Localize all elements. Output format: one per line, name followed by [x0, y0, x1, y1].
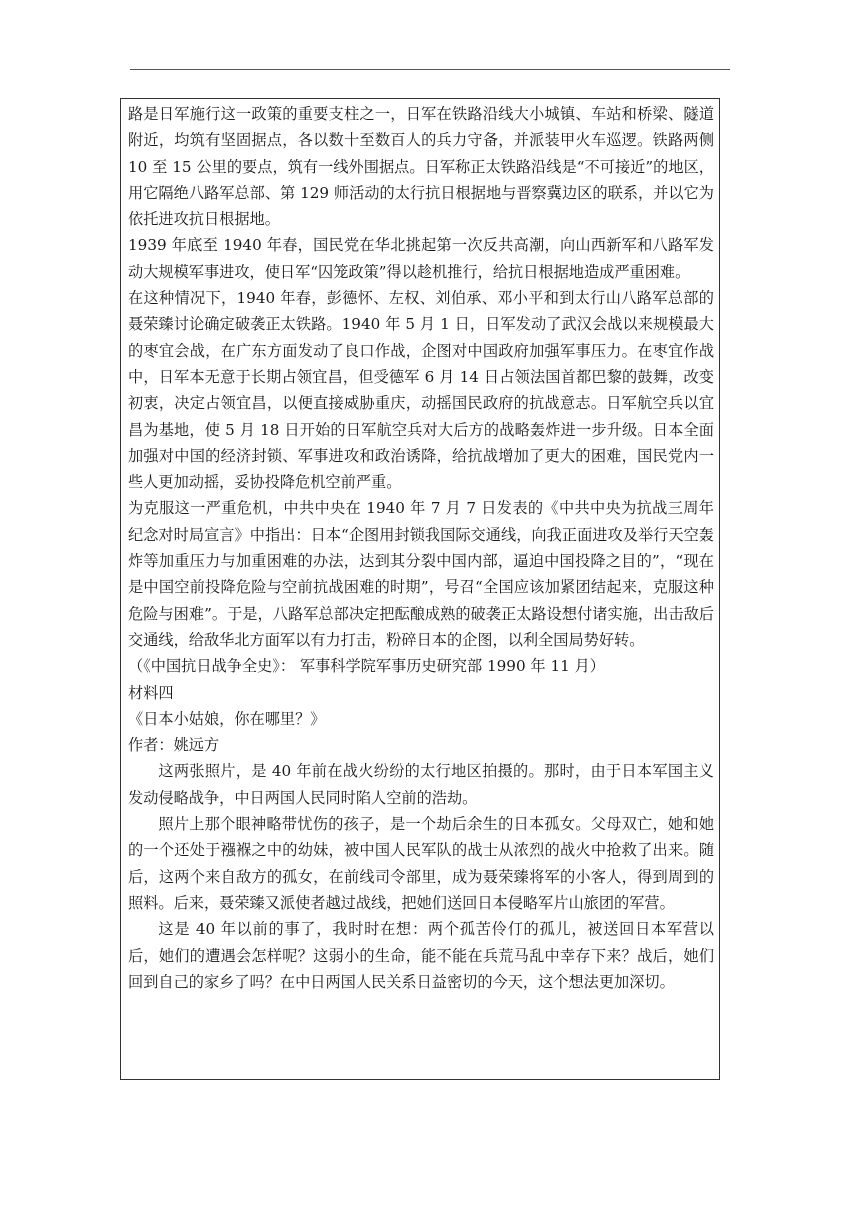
- paragraph-railway-strongholds: 路是日军施行这一政策的重要支柱之一，日军在铁路沿线大小城镇、车站和桥梁、隧道附近，均筑有坚固据点，各以数十至数百人的兵力守备，并派装甲火车巡逻。铁路两侧 10 至 15 公里的要点，筑有一线外围据点。日军称正太铁路沿线是“不可接近”的地区，用它隔绝八路军总部、第 129 师活动的太行抗日根据地与晋察冀边区的联系，并以它为依托进攻抗日根据地。: [128, 105, 714, 229]
- material-four-heading: 材料四: [128, 683, 174, 702]
- paragraph-ccp-declaration: 为克服这一严重危机，中共中央在 1940 年 7 月 7 日发表的《中共中央为抗战三周年纪念对时局宣言》中指出：日本“企图用封锁我国际交通线，向我正面进攻及举行天空轰炸等加重压力与加重困难的办法，达到其分裂中国内部，逼迫中国投降之目的”，“现在是中国空前投降危险与空前抗战困难的时期”，号召“全国应该加紧团结起来，克服这种危险与困难”。于是，八路军总部决定把酝酿成熟的破袭正太路设想付诸实施，出击敌后交通线，给敌华北方面军以有力打击，粉碎日本的企图，以利全国局势好转。: [128, 499, 714, 649]
- source-citation: （《中国抗日战争全史》： 军事科学院军事历史研究部 1990 年 11 月）: [128, 657, 605, 676]
- paragraph-zaoyi-campaign: 在这种情况下，1940 年春，彭德怀、左权、刘伯承、邓小平和到太行山八路军总部的聂荣臻讨论确定破袭正太铁路。1940 年 5 月 1 日，日军发动了武汉会战以来规模最大的枣宜会战，在广东方面发动了良口作战，企图对中国政府加强军事压力。在枣宜作战中，日军本无意于长期占领宜昌，但受德军 6 月 14 日占领法国首都巴黎的鼓舞，改变初衷，决定占领宜昌，以便直接威胁重庆，动摇国民政府的抗战意志。日军航空兵以宜昌为基地，使 5 月 18 日开始的日军航空兵对大后方的战略轰炸进一步升级。日本全面加强对中国的经济封锁、军事进攻和政治诱降，给抗战增加了更大的困难，国民党内一些人更加动摇，妥协投降危机空前严重。: [128, 289, 714, 492]
- article-title: 《日本小姑娘，你在哪里？》: [128, 709, 326, 728]
- paragraph-two-photos: 这两张照片，是 40 年前在战火纷纷的太行地区拍摄的。那时，由于日本军国主义发动侵略战争，中日两国人民同时陷人空前的浩劫。: [128, 762, 714, 807]
- header-rule: [130, 69, 730, 70]
- content-table-cell: [120, 98, 720, 1080]
- article-author: 作者：姚远方: [128, 736, 220, 755]
- paragraph-japanese-orphan: 照片上那个眼神略带忧伤的孩子，是一个劫后余生的日本孤女。父母双亡，她和她的一个还处于襁褓之中的幼妹，被中国人民军队的战士从浓烈的战火中抢救了出来。随后，这两个来自敌方的孤女，在前线司令部里，成为聂荣臻将军的小客人，得到周到的照料。后来，聂荣臻又派使者越过战线，把她们送回日本侵略军片山旅团的军营。: [128, 815, 714, 912]
- paragraph-anti-communist-tide: 1939 年底至 1940 年春，国民党在华北挑起第一次反共高潮，向山西新军和八路军发动大规模军事进攻，使日军“囚笼政策”得以趁机推行，给抗日根据地造成严重困难。: [128, 236, 714, 281]
- paragraph-forty-years-later: 这是 40 年以前的事了，我时时在想：两个孤苦伶仃的孤儿，被送回日本军营以后，她们的遭遇会怎样呢？这弱小的生命，能不能在兵荒马乱中幸存下来？战后，她们回到自己的家乡了吗？在中日两国人民关系日益密切的今天，这个想法更加深切。: [128, 920, 714, 991]
